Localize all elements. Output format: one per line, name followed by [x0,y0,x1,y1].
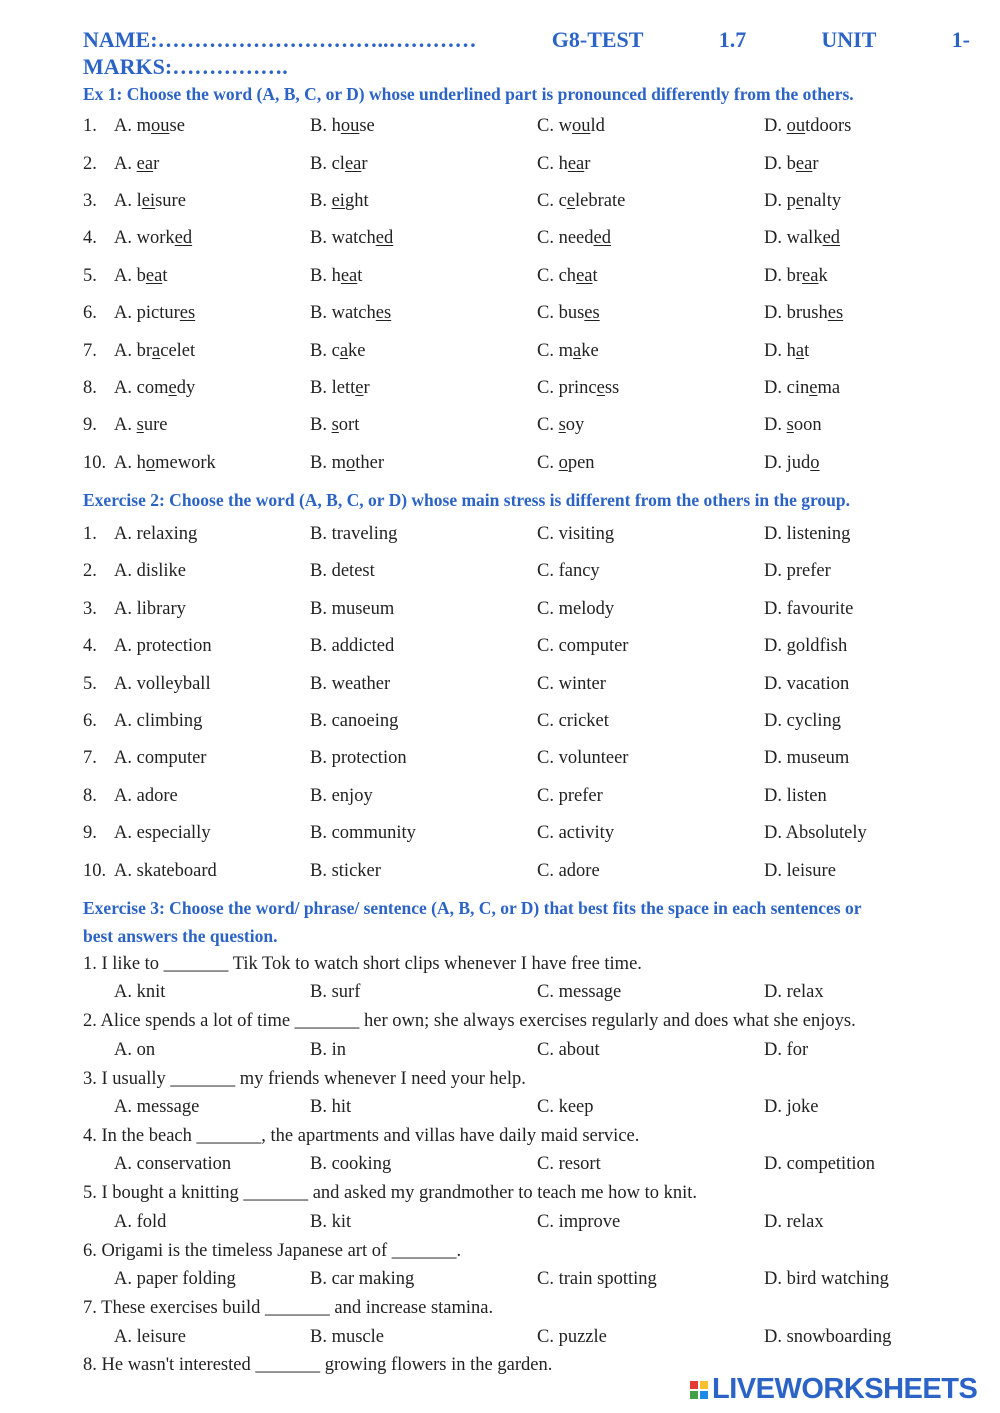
exercise-1-list [83,108,970,482]
option-text-start: D. [764,415,787,436]
option-d[interactable]: D. listening [764,524,851,545]
question-options [83,1208,970,1237]
exercise-1-row [83,183,970,220]
question-number: 2. [83,153,97,174]
exercise-3-title-line-2: best answers the question. [83,925,278,946]
option-d[interactable] [764,191,970,212]
option-b[interactable]: B. car making [310,1269,415,1290]
option-c[interactable] [537,378,764,399]
underlined-part: ou [151,116,170,137]
exercise-2-title: Exercise 2: Choose the word (A, B, C, or D) whose main stress is different from the others in the group. [83,489,851,510]
underlined-part: o [345,452,356,473]
option-text-start: A. work [114,228,175,249]
option-text-start: A. com [114,377,169,398]
question-number: 3. [83,190,97,211]
exercise-3-title-line-1: Exercise 3: Choose the word/ phrase/ sentence (A, B, C, or D) that best fits the space in each sentences or [83,897,862,918]
option-b[interactable] [310,154,537,175]
option-text-end: lebrate [575,190,626,211]
option-b[interactable]: B. addicted [310,636,395,657]
option-c[interactable] [537,266,764,287]
exercise-2-row [83,628,970,665]
option-text-end: oy [565,415,585,436]
option-text-start: B. watch [310,228,376,249]
option-c[interactable]: C. melody [537,598,615,619]
option-b[interactable]: B. community [310,823,416,844]
option-text-end: r [584,153,591,174]
exercise-2-row [83,703,970,740]
option-a[interactable]: A. leisure [114,1326,186,1347]
option-b[interactable]: B. canoeing [310,711,399,732]
option-d[interactable]: D. for [764,1039,809,1060]
option-c[interactable] [537,154,764,175]
option-a[interactable]: A. skateboard [114,860,217,881]
option-b[interactable]: B. detest [310,561,375,582]
liveworksheets-logo-text: LIVEWORKSHEETS [712,1373,978,1405]
option-a[interactable] [114,415,310,436]
option-text-start: C. ch [537,265,577,286]
option-b[interactable]: B. surf [310,982,361,1003]
exercise-3-title [83,894,970,950]
underlined-part: ed [822,228,841,249]
option-text-start: A. [114,415,137,436]
option-b[interactable] [310,453,537,474]
underlined-part: ea [567,153,585,174]
option-d[interactable]: D. vacation [764,673,850,694]
unit-label: UNIT [821,27,877,52]
underlined-part: ei [141,190,156,211]
question-number: 6. [83,711,97,732]
option-text-end: r [361,153,368,174]
option-text-start: D. brush [764,303,828,324]
question-number: 5. [83,673,97,694]
option-c[interactable]: C. resort [537,1154,601,1175]
option-text-start: C. bus [537,303,585,324]
option-d[interactable] [764,116,970,137]
option-a[interactable] [114,341,310,362]
exercise-2-row [83,852,970,889]
underlined-part: ea [576,265,593,286]
option-a[interactable] [114,116,310,137]
option-b[interactable]: B. traveling [310,524,398,545]
option-a[interactable] [114,191,310,212]
option-d[interactable]: D. goldfish [764,636,848,657]
option-d[interactable]: D. museum [764,748,850,769]
option-text-end: tdoors [805,116,852,137]
option-text-start: D. br [764,265,803,286]
exercise-1-row [83,332,970,369]
question-text: 1. I like to _______ Tik Tok to watch short clips whenever I have free time. [83,953,642,974]
option-text-start: C. princ [537,377,597,398]
logo-square-red [690,1381,698,1389]
option-d[interactable] [764,378,970,399]
option-a[interactable]: A. paper folding [114,1269,236,1290]
option-a[interactable]: A. dislike [114,561,186,582]
underlined-part: s [331,415,339,436]
question-number: 4. [83,228,97,249]
question-options [83,1036,970,1065]
option-c[interactable]: C. keep [537,1097,594,1118]
underlined-part: o [145,452,156,473]
option-text-start: C. w [537,116,572,137]
option-d[interactable]: D. Absolutely [764,823,867,844]
option-text-start: C. m [537,340,573,361]
option-d[interactable]: D. cycling [764,711,842,732]
option-b[interactable] [310,191,537,212]
underlined-part: ou [340,116,360,137]
underlined-part: o [810,452,820,473]
test-label: G8-TEST [551,27,644,52]
option-text-end: t [357,265,363,286]
underlined-part: ea [340,265,358,286]
option-a[interactable] [114,228,310,249]
option-c[interactable] [537,453,764,474]
option-c[interactable]: C. train spotting [537,1269,657,1290]
option-c[interactable]: C. fancy [537,561,600,582]
option-text-start: D. [764,116,787,137]
option-d[interactable]: D. snowboarding [764,1326,892,1347]
option-d[interactable]: D. joke [764,1097,819,1118]
underlined-part: ea [795,153,813,174]
option-d[interactable]: D. relax [764,982,824,1003]
option-text-end: sure [155,190,186,211]
option-c[interactable] [537,228,764,249]
question-text: 6. Origami is the timeless Japanese art of _______. [83,1240,462,1261]
option-text-end: mework [155,452,216,473]
option-text-start: A. h [114,452,146,473]
option-d[interactable] [764,453,970,474]
exercise-1-row [83,445,970,482]
option-d[interactable] [764,266,970,287]
underlined-part: es [584,303,600,324]
option-d[interactable]: D. favourite [764,598,854,619]
option-d[interactable] [764,228,970,249]
option-text-end: pen [567,452,595,473]
question-text: 2. Alice spends a lot of time _______ her own; she always exercises regularly and does what she enjoys. [83,1011,856,1032]
option-text-start: A. m [114,116,151,137]
exercise-2-list [83,516,970,890]
option-text-start: D. h [764,340,796,361]
underlined-part: ea [136,153,154,174]
question-text: 5. I bought a knitting _______ and asked my grandmother to teach me how to knit. [83,1183,697,1204]
exercise-1-row [83,108,970,145]
option-text-end: ma [817,377,841,398]
option-text-end: r [812,153,819,174]
exercise-2-row [83,778,970,815]
liveworksheets-logo-icon [690,1381,708,1399]
option-c[interactable] [537,116,764,137]
option-text-start: A. [114,153,137,174]
exercise-1-row [83,258,970,295]
question-number: 10. [83,452,107,473]
option-c[interactable]: C. cricket [537,711,609,732]
exercise-1-row [83,145,970,182]
question-number: 5. [83,265,97,286]
option-text-start: B. h [310,265,341,286]
option-text-end: t [592,265,598,286]
option-d[interactable]: D. relax [764,1211,824,1232]
underlined-part: ed [593,228,611,249]
test-version: 1.7 [718,27,747,52]
option-c[interactable]: C. adore [537,860,600,881]
option-a[interactable]: A. volleyball [114,673,211,694]
option-b[interactable] [310,116,537,137]
underlined-part: a [795,340,805,361]
underlined-part: s [786,415,794,436]
option-a[interactable]: A. climbing [114,711,203,732]
option-text-end: r [153,153,160,174]
option-c[interactable] [537,191,764,212]
option-text-start: A. l [114,190,142,211]
option-text-start: B. m [310,452,346,473]
option-text-end: nalty [804,190,842,211]
option-text-start: D. walk [764,228,823,249]
exercise-1-row [83,295,970,332]
option-c[interactable]: C. computer [537,636,629,657]
underlined-part: ea [145,265,163,286]
option-a[interactable]: A. conservation [114,1154,232,1175]
question-options [83,1151,970,1180]
exercise-2-row [83,815,970,852]
underlined-part: ed [174,228,193,249]
underlined-part: o [558,452,568,473]
underlined-part: e [596,377,605,398]
exercise-1-row [83,407,970,444]
option-c[interactable]: C. about [537,1039,600,1060]
logo-square-yellow [700,1381,708,1389]
option-b[interactable]: B. cooking [310,1154,392,1175]
option-a[interactable]: A. adore [114,785,178,806]
underlined-part: e [566,190,576,211]
option-text-start: B. watch [310,303,376,324]
name-field[interactable]: NAME:…………………………..………… [83,27,477,52]
option-d[interactable] [764,341,970,362]
option-b[interactable] [310,341,537,362]
underlined-part: e [795,190,805,211]
option-c[interactable]: C. prefer [537,785,603,806]
option-text-start: D. b [764,153,796,174]
option-b[interactable] [310,228,537,249]
question-number: 8. [83,785,97,806]
option-text-start: B. c [310,340,340,361]
option-b[interactable]: B. muscle [310,1326,384,1347]
option-text-start: C. [537,415,559,436]
underlined-part: es [179,303,196,324]
exercise-1-row [83,220,970,257]
option-text-end: r [363,377,370,398]
underlined-part: e [168,377,177,398]
question-text: 7. These exercises build _______ and increase stamina. [83,1298,494,1319]
exercise-1-row [83,370,970,407]
option-a[interactable] [114,453,310,474]
underlined-part: e [809,377,818,398]
exercise-2-row [83,591,970,628]
option-a[interactable]: A. computer [114,748,207,769]
option-b[interactable]: B. protection [310,748,407,769]
option-text-end: oon [793,415,822,436]
option-b[interactable]: B. museum [310,598,395,619]
question-number: 4. [83,636,97,657]
option-c[interactable] [537,415,764,436]
option-text-end: ort [338,415,360,436]
option-text-start: B. cl [310,153,345,174]
option-c[interactable]: C. volunteer [537,748,629,769]
option-text-start: B. h [310,116,341,137]
option-b[interactable] [310,378,537,399]
option-b[interactable] [310,415,537,436]
logo-square-blue [700,1391,708,1399]
option-a[interactable] [114,378,310,399]
option-text-end: ke [581,340,599,361]
underlined-part: ed [375,228,394,249]
option-a[interactable]: A. message [114,1097,200,1118]
option-a[interactable]: A. protection [114,636,212,657]
option-text-start: A. pictur [114,303,180,324]
header-line-1 [83,26,970,53]
question-options [83,1093,970,1122]
option-text-start: B. [310,190,332,211]
underlined-part: ou [786,116,806,137]
option-d[interactable]: D. listen [764,785,827,806]
option-text-end: dy [176,377,196,398]
underlined-part: a [572,340,582,361]
question-options [83,1265,970,1294]
option-b[interactable] [310,266,537,287]
option-c[interactable]: C. improve [537,1211,621,1232]
option-d[interactable]: D. leisure [764,860,836,881]
option-b[interactable] [310,303,537,324]
option-text-end: k [818,265,828,286]
exercise-1-title: Ex 1: Choose the word (A, B, C, or D) whose underlined part is pronounced differently from the others. [83,84,854,104]
question-number: 8. [83,377,97,398]
exercise-3-list [83,950,970,1352]
question-options [83,979,970,1008]
option-text-start: B. [310,415,332,436]
option-text-start: A. b [114,265,146,286]
underlined-part: a [152,340,161,361]
underlined-part: e [355,377,364,398]
exercise-2-row [83,553,970,590]
option-text-start: D. p [764,190,796,211]
option-b[interactable]: B. weather [310,673,391,694]
option-text-end: ther [355,452,384,473]
question-number: 10. [83,860,107,881]
option-a[interactable]: A. fold [114,1211,167,1232]
question-8-text: 8. He wasn't interested _______ growing flowers in the garden. [83,1355,553,1376]
option-b[interactable]: B. hit [310,1097,352,1118]
question-text: 4. In the beach _______, the apartments and villas have daily maid service. [83,1125,640,1146]
option-text-start: C. [537,452,559,473]
underlined-part: s [136,415,144,436]
question-number: 6. [83,303,97,324]
option-a[interactable] [114,266,310,287]
underlined-part: ea [344,153,362,174]
option-a[interactable]: A. on [114,1039,156,1060]
question-number: 3. [83,598,97,619]
question-number: 7. [83,340,97,361]
option-a[interactable] [114,154,310,175]
question-text: 3. I usually _______ my friends whenever I need your help. [83,1068,526,1089]
option-text-end: celet [160,340,196,361]
question-number: 9. [83,823,97,844]
logo-square-green [690,1391,698,1399]
option-text-start: A. br [114,340,153,361]
option-text-end: ure [143,415,168,436]
question-number: 7. [83,748,97,769]
option-a[interactable] [114,303,310,324]
option-text-end: t [162,265,168,286]
option-text-start: B. lett [310,377,356,398]
underlined-part: ei [331,190,345,211]
option-b[interactable]: B. in [310,1039,346,1060]
option-text-end: se [359,116,375,137]
option-text-end: se [169,116,185,137]
option-text-start: C. need [537,228,594,249]
question-number: 9. [83,415,97,436]
option-c[interactable] [537,303,764,324]
marks-field[interactable]: MARKS:……………. [83,54,288,79]
worksheet-page [83,26,970,1380]
option-a[interactable]: A. knit [114,982,166,1003]
option-c[interactable]: C. activity [537,823,615,844]
option-d[interactable] [764,154,970,175]
underlined-part: ea [802,265,819,286]
option-text-start: C. c [537,190,567,211]
exercise-2-row [83,740,970,777]
option-c[interactable]: C. winter [537,673,606,694]
option-c[interactable] [537,341,764,362]
option-b[interactable]: B. enjoy [310,785,373,806]
option-text-end: ke [348,340,366,361]
exercise-2-row [83,665,970,702]
option-text-start: D. cin [764,377,810,398]
option-text-end: ld [590,116,605,137]
option-a[interactable]: A. library [114,598,186,619]
question-number: 2. [83,561,97,582]
option-text-start: C. h [537,153,568,174]
option-c[interactable]: C. visiting [537,524,615,545]
underlined-part: es [827,303,844,324]
option-text-start: D. jud [764,452,811,473]
question-number: 1. [83,524,97,545]
unit-number: 1- [951,27,970,52]
liveworksheets-logo[interactable] [690,1373,977,1406]
option-b[interactable]: B. kit [310,1211,352,1232]
option-c[interactable]: C. message [537,982,622,1003]
option-text-end: t [804,340,810,361]
option-d[interactable] [764,303,970,324]
underlined-part: s [558,415,566,436]
option-d[interactable] [764,415,970,436]
question-options [83,1323,970,1352]
exercise-2-row [83,516,970,553]
underlined-part: es [375,303,392,324]
option-a[interactable]: A. especially [114,823,211,844]
option-d[interactable]: D. bird watching [764,1269,889,1290]
underlined-part: a [339,340,349,361]
question-number: 1. [83,116,97,137]
option-d[interactable]: D. prefer [764,561,831,582]
option-a[interactable]: A. relaxing [114,524,198,545]
option-b[interactable]: B. sticker [310,860,381,881]
worksheet-header [83,26,970,80]
option-text-end: ght [344,190,369,211]
underlined-part: ou [571,116,591,137]
option-c[interactable]: C. puzzle [537,1326,607,1347]
option-text-end: ss [604,377,620,398]
option-d[interactable]: D. competition [764,1154,875,1175]
